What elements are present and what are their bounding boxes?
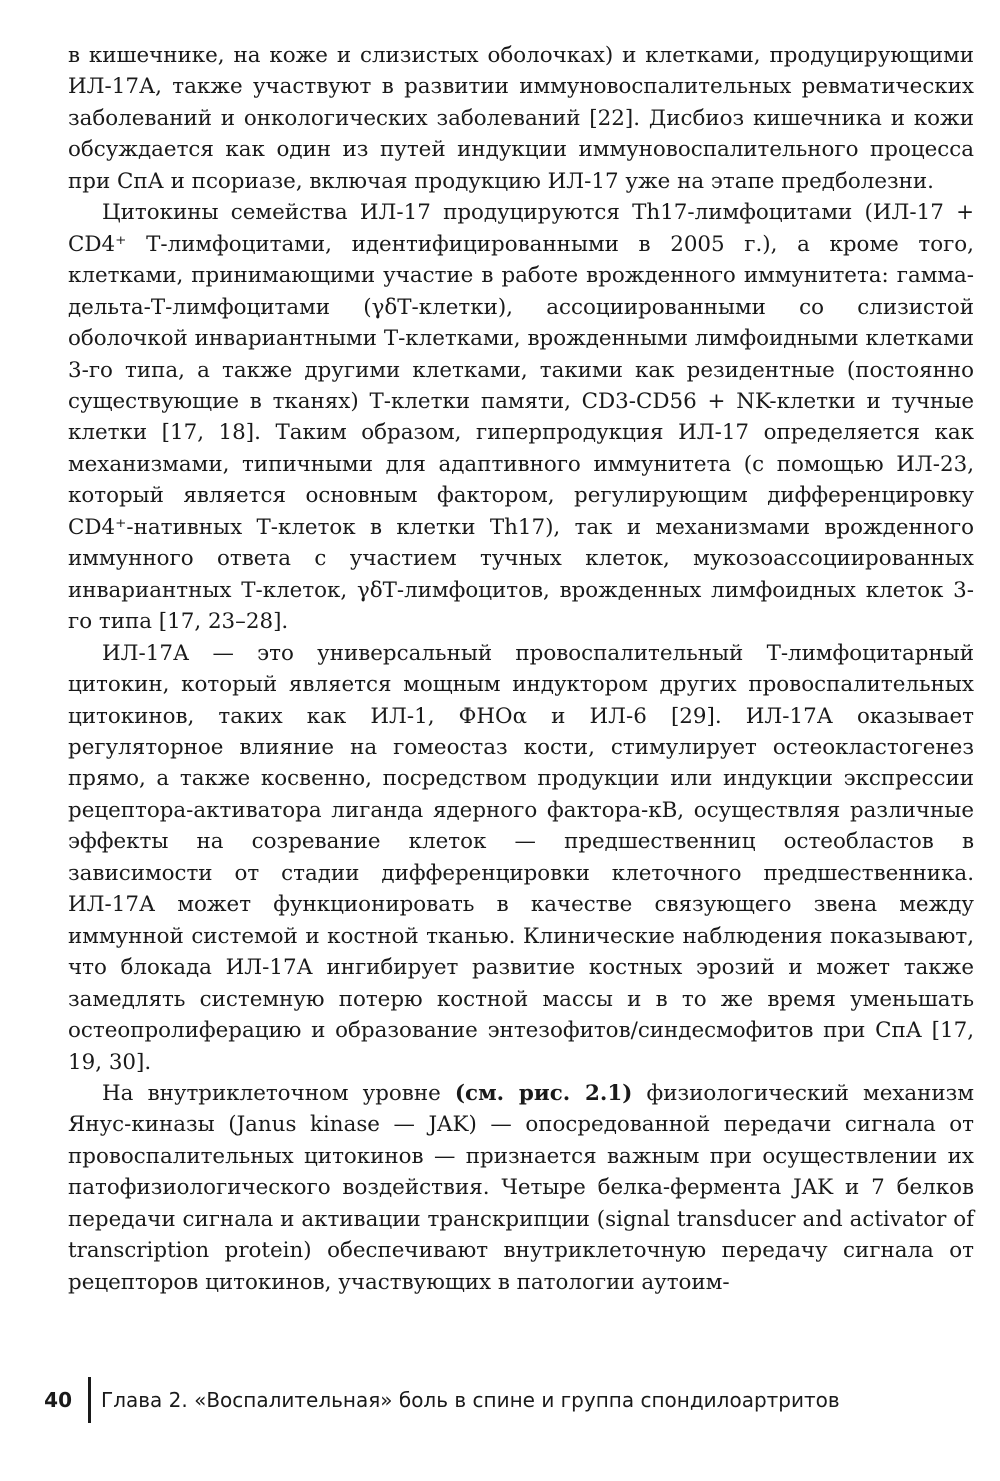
paragraph-4: [68, 1078, 974, 1298]
paragraph-4-text-before: На внутриклеточном уровне: [102, 1080, 455, 1106]
paragraph-1: в кишечнике, на коже и слизистых оболочках) и клетками, продуцирующими ИЛ-17А, также участвуют в развитии иммуновоспалительных ревматических заболеваний и онкологических заболеваний [22]. Дисбиоз кишечника и кожи обсуждается как один из путей индукции иммуновоспалительного процесса при СпА и псориазе, включая продукцию ИЛ-17 уже на этапе предболезни.: [68, 43, 974, 194]
running-head: Глава 2. «Воспалительная» боль в спине и группа спондилоартритов: [101, 1388, 840, 1412]
figure-reference: (см. рис. 2.1): [454, 1080, 633, 1106]
paragraph-3: ИЛ-17А — это универсальный провоспалительный Т-лимфоцитарный цитокин, который является мощным индуктором других провоспалительных цитокинов, таких как ИЛ-1, ФНОα и ИЛ-6 [29]. ИЛ-17А оказывает регуляторное влияние на гомеостаз кости, стимулирует остеокластогенез прямо, а также косвенно, посредством продукции или индукции экспрессии рецептора-активатора лиганда ядерного фактора-κВ, осуществляя различные эффекты на созревание клеток — предшественниц остеобластов в зависимости от стадии дифференцировки клеточного предшественника. ИЛ-17А может функционировать в качестве связующего звена между иммунной системой и костной тканью. Клинические наблюдения показывают, что блокада ИЛ-17А ингибирует развитие костных эрозий и может также замедлять системную потерю костной массы и в то же время уменьшать остеопролиферацию и образование энтезофитов/синдесмофитов при СпА [17, 19, 30].: [68, 640, 974, 1075]
paragraph-2: Цитокины семейства ИЛ-17 продуцируются Th17-лимфоцитами (ИЛ-17 + CD4⁺ Т-лимфоцитами, идентифицированными в 2005 г.), а кроме того, клетками, принимающими участие в работе врожденного иммунитета: гамма-дельта-Т-лимфоцитами (γδТ-клетки), ассоциированными со слизистой оболочкой инвариантными Т-клетками, врожденными лимфоидными клетками 3-го типа, а также другими клетками, такими как резидентные (постоянно существующие в тканях) Т-клетки памяти, CD3-CD56 + NK-клетки и тучные клетки [17, 18]. Таким образом, гиперпродукция ИЛ-17 определяется как механизмами, типичными для адаптивного иммунитета (с помощью ИЛ-23, который является основным фактором, регулирующим дифференцировку CD4⁺-нативных Т-клеток в клетки Th17), так и механизмами врожденного иммунного ответа с участием тучных клеток, мукозоассоциированных инвариантных Т-клеток, γδТ-лимфоцитов, врожденных лимфоидных клеток 3-го типа [17, 23–28].: [68, 200, 974, 635]
page-number: 40: [44, 1388, 72, 1412]
body-text: [68, 40, 974, 1298]
footer-divider: [88, 1377, 91, 1423]
paragraph-4-text-after: физиологический механизм Янус-киназы (Janus kinase — JAK) — опосредованной передачи сигнала от провоспалительных цитокинов — признается важным при осуществлении их патофизиологического воздействия. Четыре белка-фермента JAK и 7 белков передачи сигнала и активации транскрипции (signal transducer and activator of transcription protein) обеспечивают внутриклеточную передачу сигнала от рецепторов цитокинов, участвующих в патологии аутоим-: [68, 1080, 974, 1295]
page-footer: [0, 1377, 1000, 1427]
